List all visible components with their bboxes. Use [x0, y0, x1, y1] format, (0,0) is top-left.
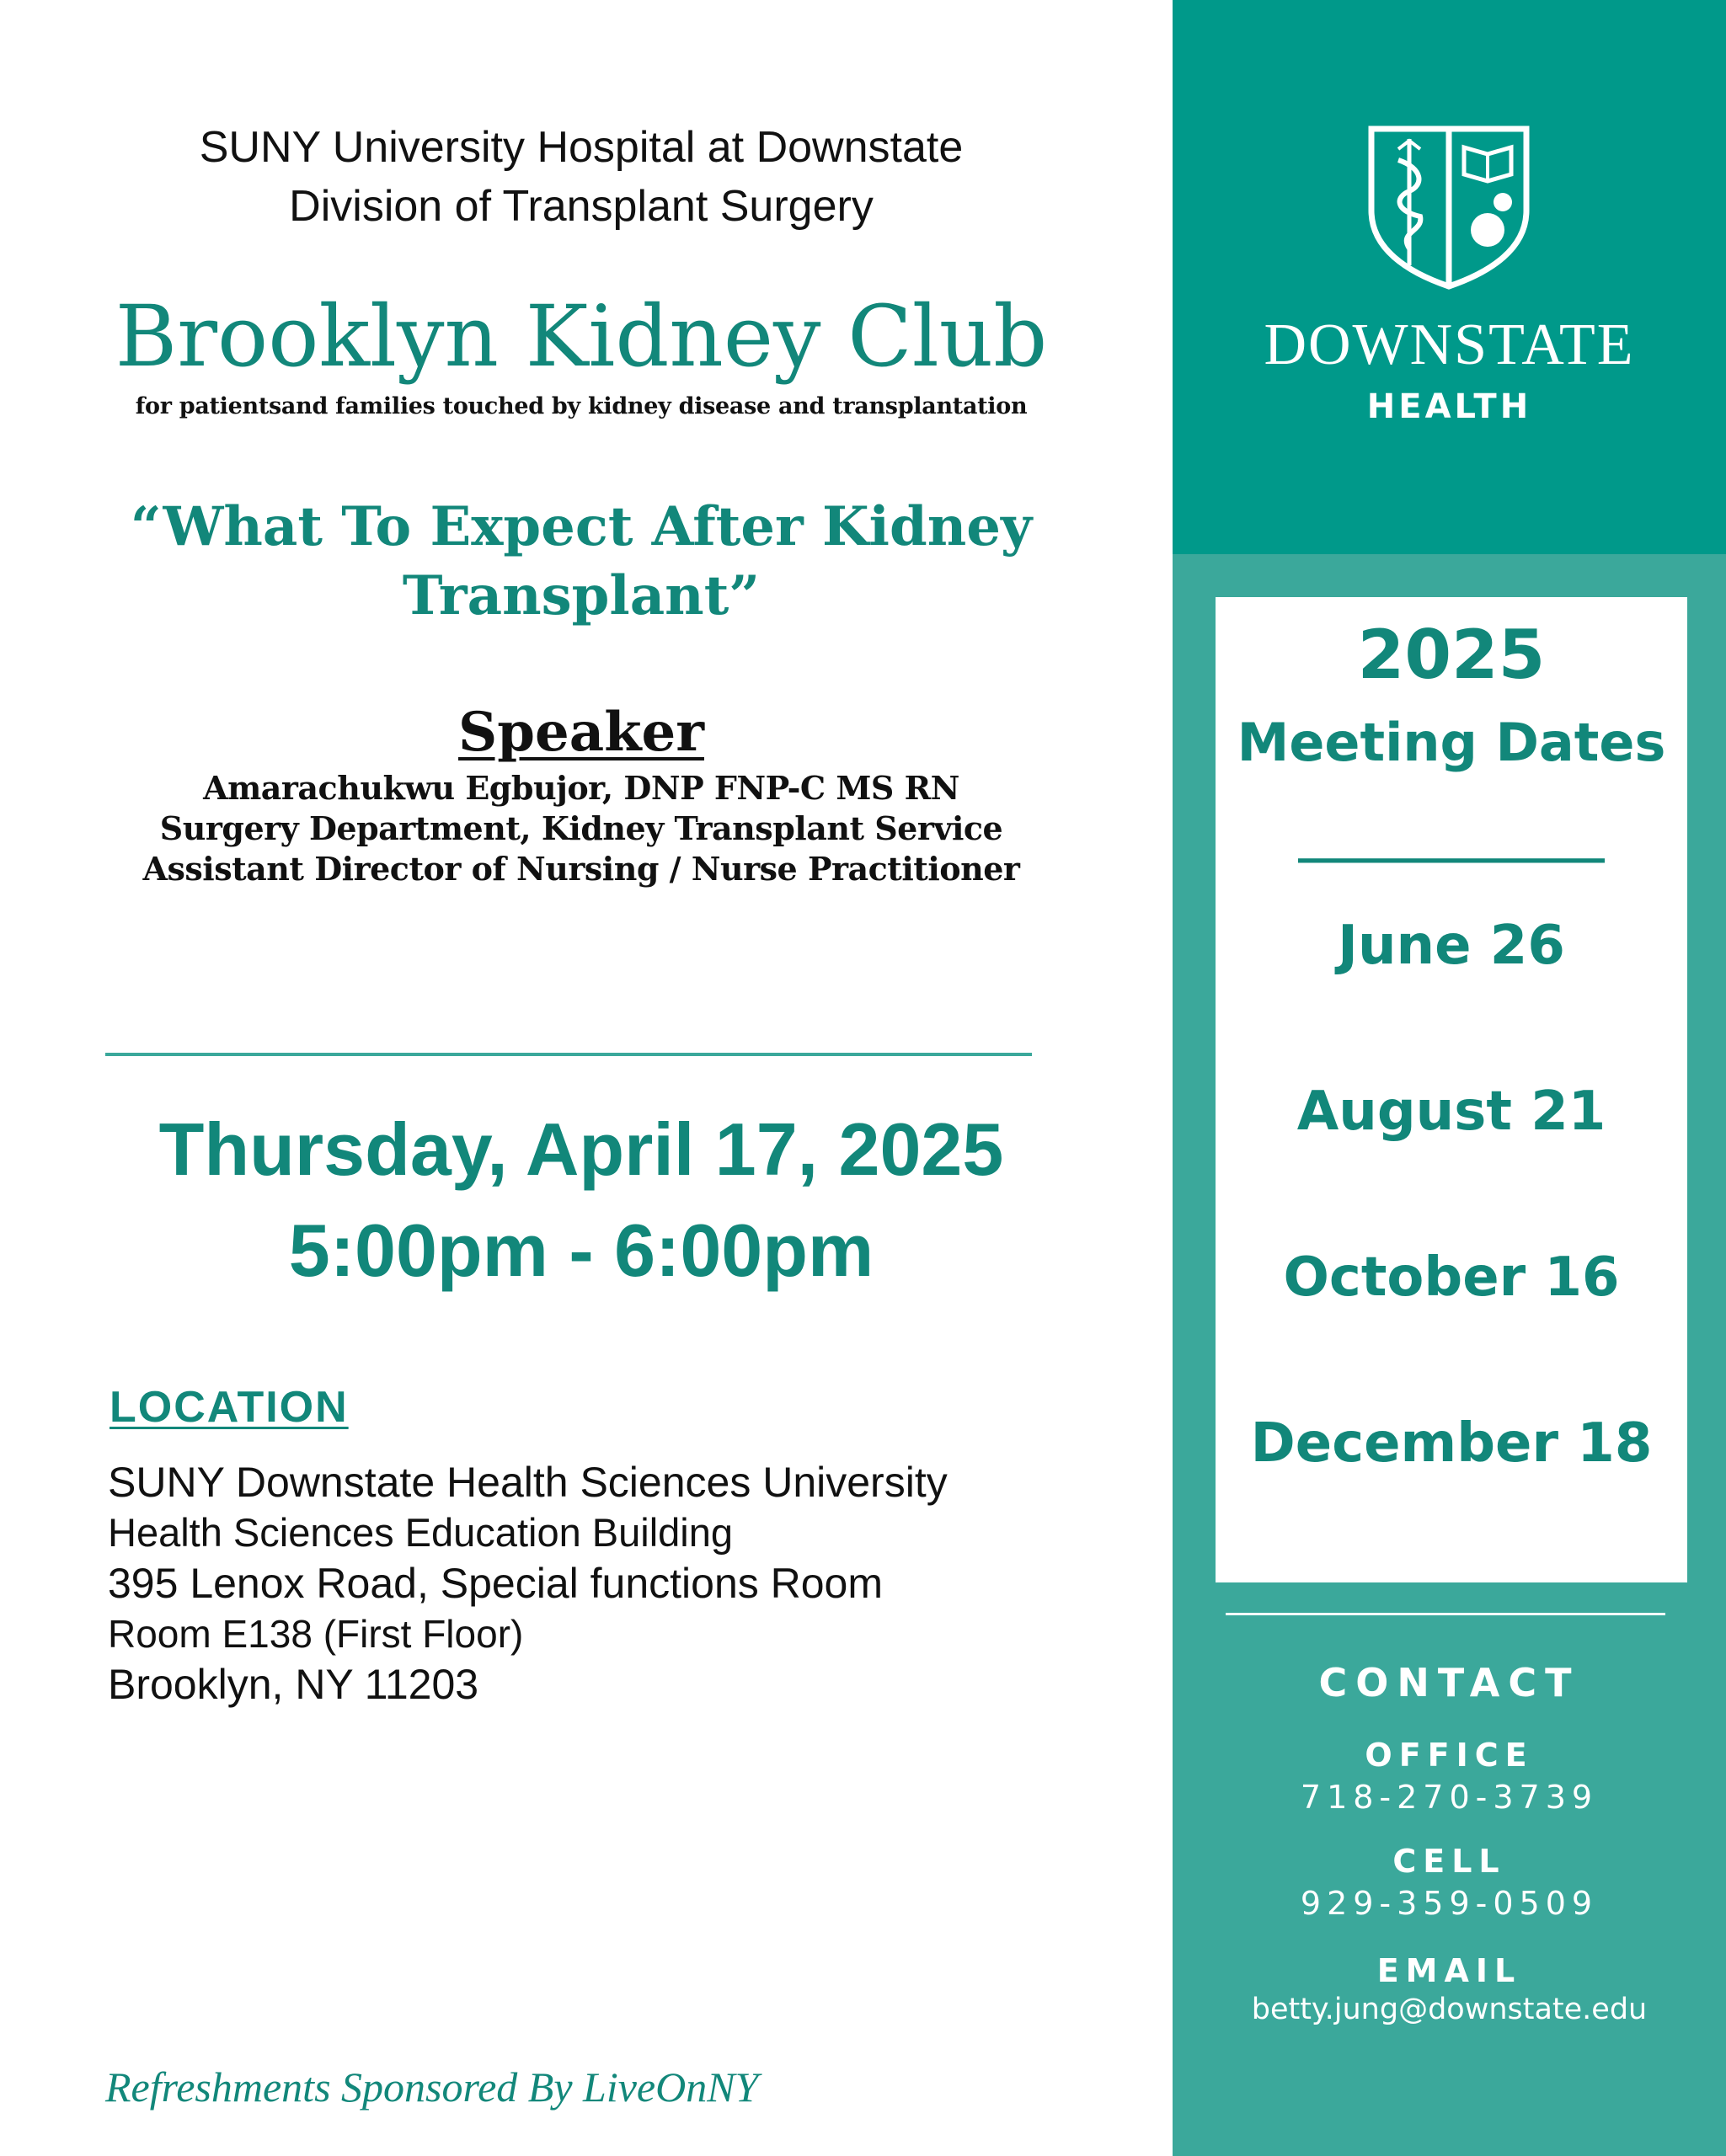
speaker-department: Surgery Department, Kidney Transplant Service: [159, 809, 1003, 847]
talk-title: [67, 493, 1095, 631]
location-line-3: 395 Lenox Road, Special functions Room: [108, 1560, 884, 1607]
meeting-date-3: October 16: [1283, 1246, 1620, 1309]
location-address: [108, 1457, 1136, 1710]
location-line-5: Brooklyn, NY 11203: [108, 1661, 479, 1708]
contact-divider: [1226, 1613, 1665, 1615]
event-time: 5:00pm - 6:00pm: [288, 1209, 874, 1292]
location-line-1: SUNY Downstate Health Sciences University: [108, 1459, 948, 1506]
event-date: Thursday, April 17, 2025: [158, 1107, 1004, 1191]
speaker-role: Assistant Director of Nursing / Nurse Practitioner: [142, 850, 1020, 888]
sponsor-note: Refreshments Sponsored By LiveOnNY: [105, 2063, 759, 2111]
office-label: OFFICE: [1365, 1737, 1534, 1774]
meeting-date-4: December 18: [1250, 1412, 1653, 1475]
talk-title-line2: Transplant”: [402, 564, 761, 627]
location-line-2: Health Sciences Education Building: [108, 1510, 734, 1555]
location-line-4: Room E138 (First Floor): [108, 1612, 524, 1656]
email-label: EMAIL: [1376, 1952, 1522, 1989]
location-heading: LOCATION: [110, 1383, 349, 1432]
club-subtitle: for patientsand families touched by kidney disease and transplantation: [135, 393, 1028, 419]
institution-line: SUNY University Hospital at Downstate: [199, 123, 964, 172]
brand-name: DOWNSTATE: [1264, 312, 1635, 377]
division-line: Division of Transplant Surgery: [289, 182, 874, 231]
meeting-date-2: August 21: [1296, 1081, 1606, 1143]
downstate-shield-logo: [1365, 122, 1533, 291]
speaker-heading: Speaker: [458, 701, 704, 764]
meetings-divider: _____________: [1298, 808, 1605, 863]
office-phone[interactable]: 718-270-3739: [1300, 1779, 1599, 1816]
cell-label: CELL: [1392, 1843, 1506, 1880]
email-link[interactable]: betty.jung@downstate.edu: [1251, 1993, 1648, 2026]
event-datetime: [67, 1099, 1095, 1301]
contact-heading: CONTACT: [1318, 1660, 1580, 1705]
club-title: Brooklyn Kidney Club: [115, 287, 1048, 386]
speaker-name: Amarachukwu Egbujor, DNP FNP-C MS RN: [203, 769, 959, 807]
meetings-year: 2025: [1357, 616, 1546, 694]
meeting-date-1: June 26: [1338, 915, 1565, 977]
meetings-label: Meeting Dates: [1237, 712, 1666, 773]
speaker-details: [67, 768, 1095, 889]
talk-title-line1: “What To Expect After Kidney: [130, 495, 1033, 558]
cell-phone[interactable]: 929-359-0509: [1300, 1885, 1599, 1922]
institution-header: [67, 118, 1095, 236]
brand-subname: HEALTH: [1366, 387, 1532, 426]
divider-line: [105, 1053, 1032, 1056]
